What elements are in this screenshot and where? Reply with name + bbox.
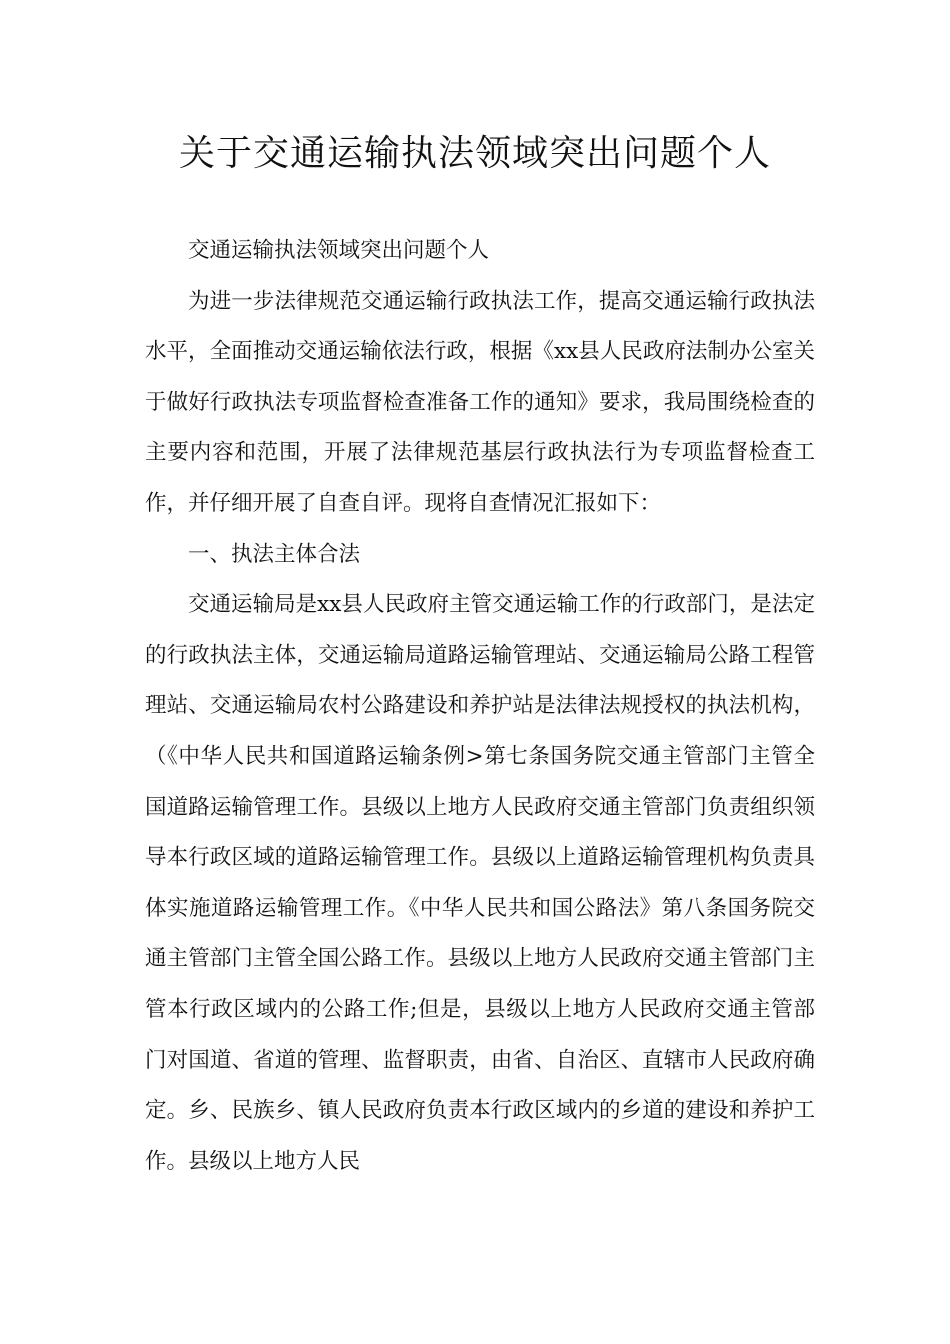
section-heading: 一、执法主体合法 bbox=[188, 541, 361, 567]
document-body bbox=[145, 226, 815, 1187]
body-paragraph: 交通运输局是xx县人民政府主管交通运输工作的行政部门，是法定的行政执法主体，交通运输局道路运输管理站、交通运输局公路工程管理站、交通运输局农村公路建设和养护站是法律法规授权的执法机构，（《中华人民共和国道路运输条例>第七条国务院交通主管部门主管全国道路运输管理工作。县级以上地方人民政府交通主管部门负责组织领导本行政区域的道路运输管理工作。县级以上道路运输管理机构负责具体实施道路运输管理工作。《中华人民共和国公路法》第八条国务院交通主管部门主管全国公路工作。县级以上地方人民政府交通主管部门主管本行政区域内的公路工作;但是，县级以上地方人民政府交通主管部门对国道、省道的管理、监督职责，由省、自治区、直辖市人民政府确定。乡、民族乡、镇人民政府负责本行政区域内的乡道的建设和养护工作。县级以上地方人民 bbox=[145, 592, 815, 1174]
document-title: 关于交通运输执法领域突出问题个人 bbox=[178, 133, 771, 174]
intro-paragraph: 为进一步法律规范交通运输行政执法工作，提高交通运输行政执法水平，全面推动交通运输依法行政，根据《xx县人民政府法制办公室关于做好行政执法专项监督检查准备工作的通知》要求，我局围绕检查的主要内容和范围，开展了法律规范基层行政执法行为专项监督检查工作，并仔细开展了自查自评。现将自查情况汇报如下： bbox=[145, 288, 815, 516]
subtitle-paragraph: 交通运输执法领域突出问题个人 bbox=[188, 238, 490, 263]
